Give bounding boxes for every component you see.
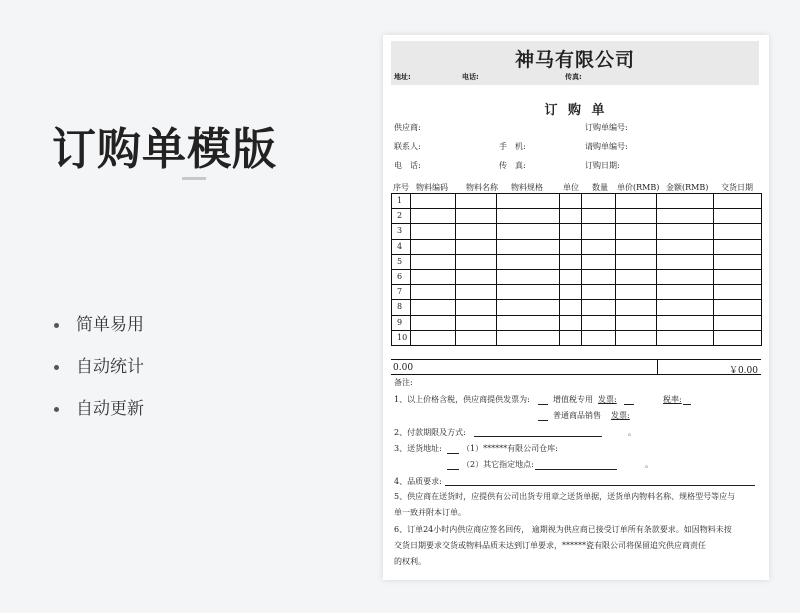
table-row [392,209,762,224]
table-cell [560,330,582,345]
table-cell [657,224,714,239]
table-cell [497,285,560,300]
order-date-field: 订购日期: [585,161,620,170]
supplier-field: 供应商: [394,123,421,132]
table-cell [411,209,456,224]
table-cell [616,209,657,224]
company-name: 神马有限公司 [514,49,635,71]
table-cell [616,330,657,345]
table-cell [497,239,560,254]
note-6-line2: 交货日期要求交货或物料品质未达到订单要求，******瓷有限公司将保留追究供应商责任 [394,541,706,550]
mobile-field: 手 机: [499,142,526,151]
total-amount: ￥0.00 [728,366,758,376]
table-row [392,194,762,209]
contact-field: 联系人: [394,142,421,151]
notes-header: 备注: [394,378,413,387]
row-number: 5 [392,254,411,269]
table-cell [497,269,560,284]
feature-item: 自动统计 [54,354,144,396]
row-number: 8 [392,300,411,315]
table-cell [582,239,616,254]
table-row [392,254,762,269]
table-cell [497,330,560,345]
table-cell [616,194,657,209]
table-cell [411,194,456,209]
note-1-invoice: 发票: [598,395,617,404]
table-cell [497,209,560,224]
table-cell [560,269,582,284]
total-divider [657,359,658,374]
table-cell [616,254,657,269]
note-2: 2、付款期限及方式: [394,428,466,437]
table-cell [456,315,497,330]
table-cell [616,239,657,254]
fax-field: 传 真: [499,161,526,170]
title-underline [182,177,206,180]
table-cell [560,194,582,209]
table-cell [616,315,657,330]
total-row [391,359,761,375]
table-cell [411,269,456,284]
note-1-tax: 税率: [663,395,682,404]
note-1-invoice2: 发票: [611,411,630,420]
note-1-general: 普通商品销售 [553,411,601,420]
col-header: 物料规格 [511,183,543,192]
col-header: 物料编码 [416,183,448,192]
table-cell [714,330,762,345]
table-cell [456,285,497,300]
table-cell [497,300,560,315]
table-cell [657,239,714,254]
table-cell [582,194,616,209]
phone-label: 电话: [462,73,479,81]
blank-line [474,436,602,437]
table-cell [657,300,714,315]
table-cell [616,285,657,300]
table-cell [714,300,762,315]
table-cell [657,209,714,224]
table-cell [582,330,616,345]
note-4: 4、品质要求: [394,477,442,486]
table-cell [411,300,456,315]
table-cell [616,224,657,239]
blank-line [624,404,634,405]
blank-line [445,485,755,486]
table-cell [411,285,456,300]
blank-line [538,420,548,421]
table-cell [560,239,582,254]
note-6-line1: 6、订单24小时内供应商应签名回传， 逾期视为供应商已接受订单所有条款要求。如因物料未按 [394,525,732,534]
table-cell [657,269,714,284]
note-5-line1: 5、供应商在送货时，应提供有公司出货专用章之送货单据，送货单内物料名称、规格型号等应与 [394,492,736,501]
table-cell [616,269,657,284]
table-cell [714,315,762,330]
row-number: 2 [392,209,411,224]
row-number: 6 [392,269,411,284]
note-6-line3: 的权利。 [394,557,426,566]
table-cell [714,194,762,209]
table-cell [657,194,714,209]
table-cell [714,254,762,269]
table-row [392,269,762,284]
table-cell [582,269,616,284]
table-cell [456,300,497,315]
table-cell [560,254,582,269]
order-no-field: 订购单编号: [585,123,628,132]
feature-item: 简单易用 [54,312,144,354]
note-3-option1: （1）******有限公司仓库: [462,444,558,453]
blank-line [538,404,548,405]
table-cell [456,330,497,345]
col-header: 物料名称 [466,183,498,192]
total-quantity: 0.00 [393,363,414,373]
order-title: 订 购 单 [544,103,608,118]
table-cell [497,315,560,330]
phone-field: 电 话: [394,161,421,170]
table-cell [582,300,616,315]
note-3-end: 。 [645,460,653,469]
table-cell [657,254,714,269]
table-cell [456,224,497,239]
table-cell [616,300,657,315]
page-title: 订购单模版 [52,124,277,175]
col-header: 金额(RMB) [666,183,709,192]
row-number: 7 [392,285,411,300]
table-row [392,239,762,254]
col-header: 交货日期 [721,183,753,192]
table-cell [497,194,560,209]
table-cell [714,239,762,254]
table-cell [456,254,497,269]
table-cell [560,224,582,239]
table-cell [497,224,560,239]
row-number: 9 [392,315,411,330]
address-label: 地址: [394,73,411,81]
table-cell [657,315,714,330]
col-header: 序号 [393,183,409,192]
table-cell [657,330,714,345]
note-2-end: 。 [628,428,636,437]
blank-line [447,469,459,470]
table-cell [411,330,456,345]
table-cell [411,239,456,254]
table-cell [456,269,497,284]
row-number: 10 [392,330,411,345]
row-number: 3 [392,224,411,239]
table-cell [582,209,616,224]
table-row [392,315,762,330]
table-cell [560,300,582,315]
table-cell [582,315,616,330]
table-cell [411,224,456,239]
table-cell [411,254,456,269]
order-table [391,193,762,346]
table-cell [657,285,714,300]
note-1: 1、以上价格含税，供应商提供发票为: [394,395,530,404]
feature-list [54,312,144,438]
table-cell [560,315,582,330]
table-cell [456,239,497,254]
table-row [392,330,762,345]
request-no-field: 请购单编号: [585,142,628,151]
note-3: 3、送货地址: [394,444,442,453]
table-cell [714,269,762,284]
table-row [392,300,762,315]
table-cell [456,194,497,209]
row-number: 1 [392,194,411,209]
table-cell [582,285,616,300]
table-row [392,285,762,300]
table-cell [714,224,762,239]
blank-line [683,404,691,405]
table-cell [560,285,582,300]
table-cell [582,224,616,239]
feature-item: 自动更新 [54,396,144,438]
table-row [392,224,762,239]
note-5-line2: 单一致并附本订单。 [394,508,466,517]
col-header: 单价(RMB) [617,183,660,192]
table-cell [411,315,456,330]
row-number: 4 [392,239,411,254]
table-cell [560,209,582,224]
note-3-option2: （2）其它指定地点: [462,460,534,469]
note-1-vat: 增值税专用 [553,395,593,404]
table-cell [582,254,616,269]
order-form-document [383,35,769,580]
table-cell [497,254,560,269]
fax-label: 传真: [565,73,582,81]
col-header: 单位 [563,183,579,192]
table-cell [714,209,762,224]
table-cell [714,285,762,300]
col-header: 数量 [592,183,608,192]
blank-line [447,453,459,454]
blank-line [535,469,617,470]
table-cell [456,209,497,224]
